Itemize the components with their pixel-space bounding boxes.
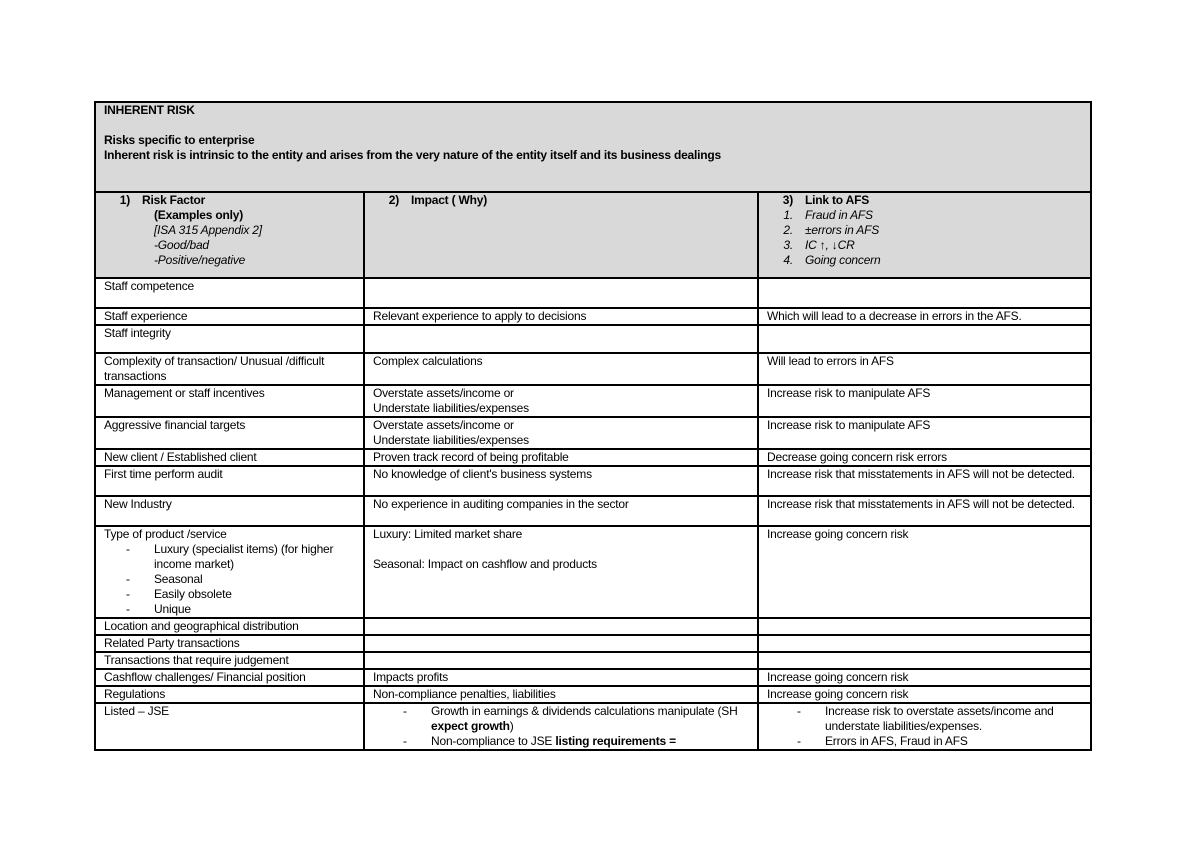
list-item: - Easily obsolete xyxy=(126,587,232,601)
table-row: Staff competence xyxy=(95,278,1091,308)
table-row: Regulations Non-compliance penalties, liabilities Increase going concern risk xyxy=(95,686,1091,703)
col-title-impact: Impact ( Why) xyxy=(411,193,488,207)
list-item: - Growth in earnings & dividends calculations manipulate (SH expect growth) xyxy=(403,704,738,733)
list-item: - Non-compliance to JSE listing requirements = xyxy=(403,734,676,748)
list-item: - Errors in AFS, Fraud in AFS xyxy=(797,734,968,748)
table-row: Management or staff incentives Overstate assets/income or Understate liabilities/expenses Increase risk to manipulate AFS xyxy=(95,385,1091,417)
list-item: - Seasonal xyxy=(126,572,203,586)
table-row: Staff experience Relevant experience to apply to decisions Which will lead to a decrease in errors in the AFS. xyxy=(95,308,1091,325)
section-subtitle: Risks specific to enterprise xyxy=(104,133,255,147)
col-title-link: Link to AFS xyxy=(805,193,870,207)
table-row: First time perform audit No knowledge of client's business systems Increase risk that misstatements in AFS will not be detected. xyxy=(95,466,1091,496)
table-row: Listed – JSE - Growth in earnings & dividends calculations manipulate (SH expect growth) - Non-compliance to JSE listing requirements = - Increase risk to overstate assets/income and understate liabilities/expenses. - Errors in AFS, Fraud in AFS xyxy=(95,703,1091,750)
table-row: Location and geographical distribution xyxy=(95,618,1091,635)
table-row: New client / Established client Proven track record of being profitable Decrease going concern risk errors xyxy=(95,449,1091,466)
section-title: INHERENT RISK xyxy=(104,103,195,117)
inherent-risk-table xyxy=(94,101,1092,751)
col-header-risk-factor: 1) Risk Factor (Examples only) [ISA 315 Appendix 2] -Good/bad -Positive/negative xyxy=(95,192,364,278)
table-row: Transactions that require judgement xyxy=(95,652,1091,669)
header-row xyxy=(95,102,1091,192)
table-row: New Industry No experience in auditing companies in the sector Increase risk that misstatements in AFS will not be detected. xyxy=(95,496,1091,526)
list-item: - Luxury (specialist items) (for higher income market) xyxy=(126,542,334,571)
col-header-link: 3) Link to AFS 1. Fraud in AFS 2. ±errors in AFS 3. IC ↑, ↓CR 4. Going concern xyxy=(758,192,1091,278)
header-cell xyxy=(95,102,1091,192)
table-row: Complexity of transaction/ Unusual /difficult transactions Complex calculations Will lead to errors in AFS xyxy=(95,353,1091,385)
table-row: Cashflow challenges/ Financial position Impacts profits Increase going concern risk xyxy=(95,669,1091,686)
list-item: - Increase risk to overstate assets/income and understate liabilities/expenses. xyxy=(797,704,1054,733)
col-sub-examples: (Examples only) xyxy=(154,208,244,222)
column-header-row xyxy=(95,192,1091,278)
table-row: Related Party transactions xyxy=(95,635,1091,652)
col-title-risk-factor: Risk Factor xyxy=(142,193,206,207)
list-item: - Unique xyxy=(126,602,191,616)
section-description: Inherent risk is intrinsic to the entity and arises from the very nature of the entity itself and its business dealings xyxy=(104,148,722,162)
col-ref-isa: [ISA 315 Appendix 2] xyxy=(154,223,262,237)
table-row: Type of product /service - Luxury (specialist items) (for higher income market) - Seasonal - Easily obsolete - Unique Luxury: Limited market share Seasonal: Impact on cashflow and products Increase going concern risk xyxy=(95,526,1091,618)
col-header-impact: 2) Impact ( Why) xyxy=(364,192,758,278)
table-row: Staff integrity xyxy=(95,325,1091,353)
table-row: Aggressive financial targets Overstate assets/income or Understate liabilities/expenses Increase risk to manipulate AFS xyxy=(95,417,1091,449)
